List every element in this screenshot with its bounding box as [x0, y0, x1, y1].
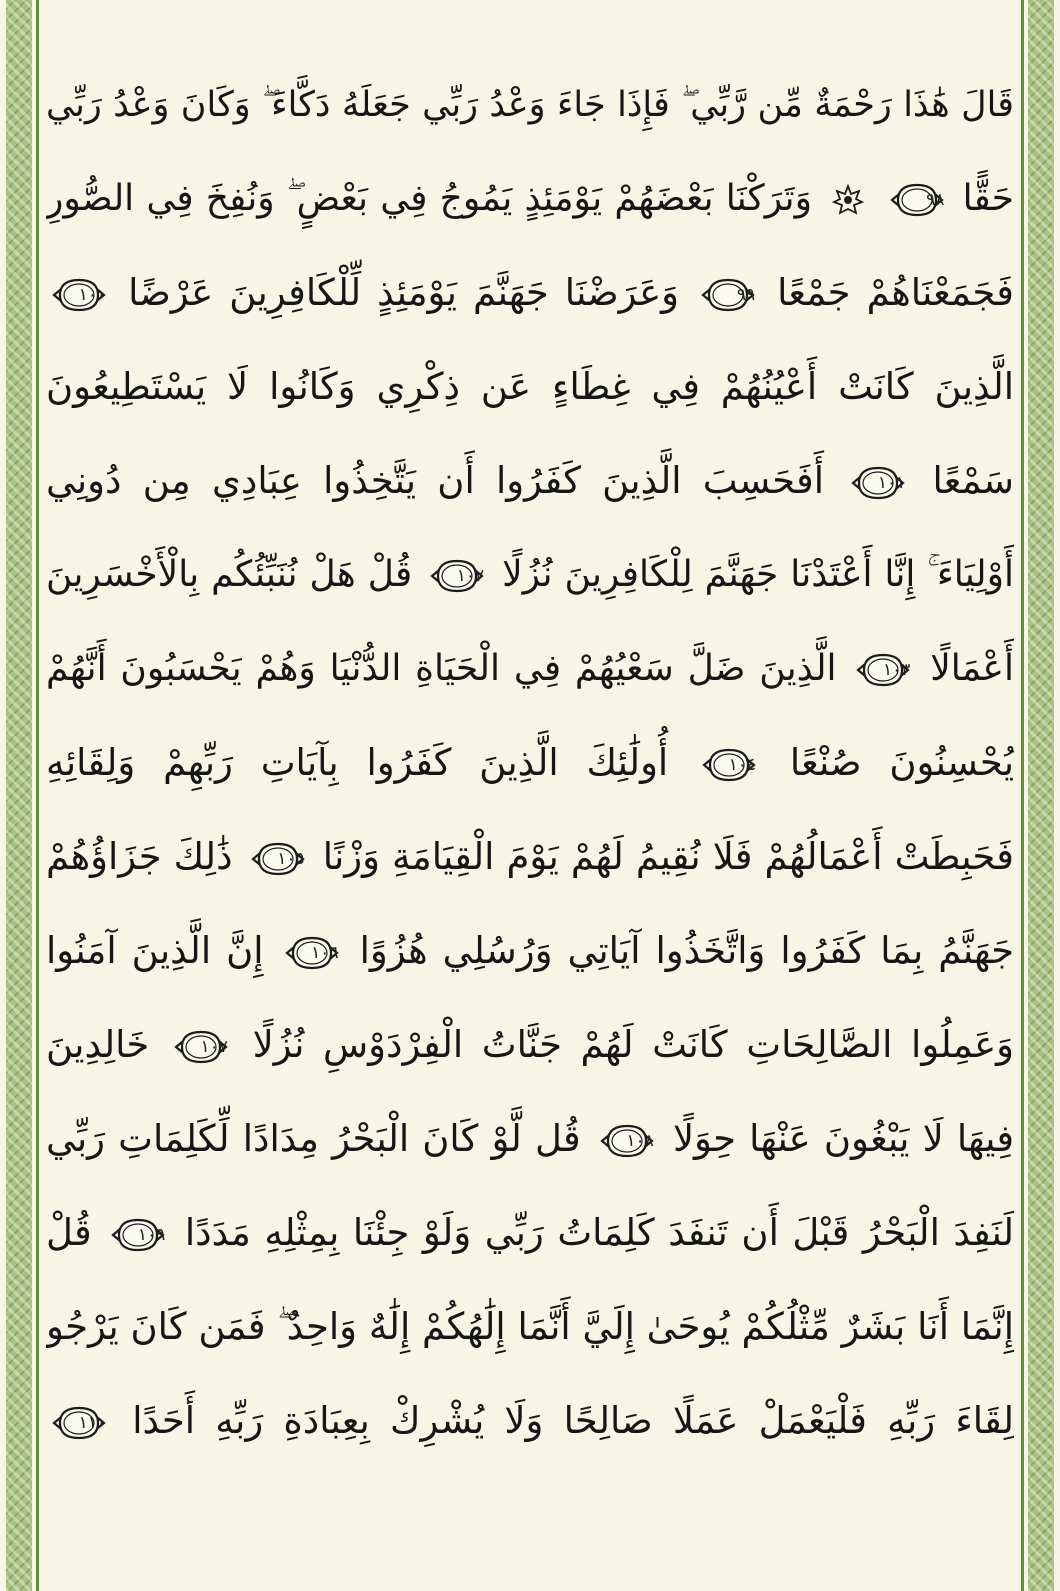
text-line [46, 152, 1014, 246]
ayah-number: ٩٨ [926, 190, 945, 210]
ayah-number: ١٠٥ [277, 848, 305, 869]
verse-text: يُحْسِنُونَ صُنْعًا [789, 741, 1014, 784]
ayah-number-marker [851, 464, 905, 502]
ayah-number-marker [285, 934, 339, 972]
ayah-number-marker [890, 181, 944, 219]
left-frame-line [36, 0, 39, 1591]
text-line [46, 1092, 1014, 1186]
text-line [46, 904, 1014, 998]
verse-text: أَعْمَالًا [930, 648, 1014, 689]
verse-text: فِيهَا لَا يَبْغُونَ عَنْهَا حِوَلًا [672, 1117, 1014, 1160]
verse-text: قُلْ [46, 1211, 92, 1254]
ayah-number-marker [430, 557, 484, 595]
ayah-number-marker [251, 840, 305, 878]
text-line [46, 528, 1014, 622]
verse-text: قُل لَّوْ كَانَ الْبَحْرُ مِدَادًا لِّكَلِمَاتِ رَبِّي [46, 1117, 581, 1160]
ayah-number-marker [52, 1404, 106, 1442]
verse-text: فَحَبِطَتْ أَعْمَالُهُمْ فَلَا نُقِيمُ لَهُمْ يَوْمَ الْقِيَامَةِ وَزْنًا [322, 835, 1014, 878]
text-line [46, 1374, 1014, 1468]
verse-text: الَّذِينَ ضَلَّ سَعْيُهُمْ فِي الْحَيَاةِ الدُّنْيَا وَهُمْ يَحْسَبُونَ أَنَّهُمْ [46, 648, 837, 689]
verse-text: ذَٰلِكَ جَزَاؤُهُمْ [46, 835, 233, 878]
ayah-number: ١٠٣ [882, 660, 911, 680]
verse-text: أَوْلِيَاءَ ۚ إِنَّا أَعْتَدْنَا جَهَنَّمَ لِلْكَافِرِينَ نُزُلًا [502, 554, 1014, 595]
text-line [46, 58, 1014, 152]
verse-text: لِقَاءَ رَبِّهِ فَلْيَعْمَلْ عَمَلًا صَالِحًا وَلَا يُشْرِكْ بِعِبَادَةِ رَبِّهِ أَحَدًا [132, 1399, 1014, 1442]
right-frame-line [1021, 0, 1024, 1591]
ayah-number: ١٠٩ [137, 1224, 166, 1245]
verse-text: قَالَ هَٰذَا رَحْمَةٌ مِّن رَّبِّي ۖ فَإِذَا جَاءَ وَعْدُ رَبِّي جَعَلَهُ دَكَّاءَ ۖ وَكَانَ وَعْدُ رَبِّي [46, 85, 1014, 125]
verse-text: وَعَرَضْنَا جَهَنَّمَ يَوْمَئِذٍ لِّلْكَافِرِينَ عَرْضًا [128, 271, 680, 314]
verse-text: فَجَمَعْنَاهُمْ جَمْعًا [777, 271, 1014, 314]
rub-el-hizb-icon [832, 184, 864, 216]
verse-text: وَعَمِلُوا الصَّالِحَاتِ كَانَتْ لَهُمْ جَنَّاتُ الْفِرْدَوْسِ نُزُلًا [252, 1023, 1014, 1066]
ayah-number-marker [174, 1028, 228, 1066]
text-line [46, 1186, 1014, 1280]
ayah-number-marker [111, 1216, 165, 1254]
verse-text: سَمْعًا [932, 459, 1014, 502]
ayah-number: ٩٩ [736, 284, 756, 305]
text-line [46, 622, 1014, 716]
ayah-number: ١٠٤ [728, 754, 757, 775]
quran-text-area [46, 58, 1014, 1571]
left-border-ornament [6, 0, 32, 1591]
verse-text: إِنَّمَا أَنَا بَشَرٌ مِّثْلُكُمْ يُوحَىٰ إِلَيَّ أَنَّمَا إِلَٰهُكُمْ إِلَٰهٌ وَاحِدٌ ۖ فَمَن كَانَ يَرْجُو [46, 1305, 1014, 1348]
ayah-number: ١٠٦ [311, 942, 339, 963]
text-line [46, 1280, 1014, 1374]
ayah-number: ١٠٢ [456, 566, 485, 586]
verse-text: أَفَحَسِبَ الَّذِينَ كَفَرُوا أَن يَتَّخِذُوا عِبَادِي مِن دُونِي [46, 459, 824, 502]
verse-text: أُولَٰئِكَ الَّذِينَ كَفَرُوا بِآيَاتِ رَبِّهِمْ وَلِقَائِهِ [46, 741, 669, 784]
ayah-number-marker [702, 746, 756, 784]
verse-text: خَالِدِينَ [46, 1023, 150, 1066]
text-line [46, 434, 1014, 528]
verse-text: جَهَنَّمُ بِمَا كَفَرُوا وَاتَّخَذُوا آيَاتِي وَرُسُلِي هُزُوًا [359, 929, 1014, 972]
ayah-number-marker [600, 1122, 654, 1160]
verse-text: لَنَفِدَ الْبَحْرُ قَبْلَ أَن تَنفَدَ كَلِمَاتُ رَبِّي وَلَوْ جِئْنَا بِمِثْلِهِ مَدَدًا [184, 1211, 1014, 1254]
verse-text: وَتَرَكْنَا بَعْضَهُمْ يَوْمَئِذٍ يَمُوجُ فِي بَعْضٍ ۖ وَنُفِخَ فِي الصُّورِ [46, 178, 812, 219]
verse-text: حَقًّا [962, 178, 1014, 219]
verse-text: الَّذِينَ كَانَتْ أَعْيُنُهُمْ فِي غِطَاءٍ عَن ذِكْرِي وَكَانُوا لَا يَسْتَطِيعُونَ [46, 365, 1014, 408]
ayah-number: ١٠٠ [78, 284, 106, 305]
ayah-number: ١٠٧ [200, 1036, 228, 1057]
ayah-number-marker [701, 276, 755, 314]
right-border-ornament [1028, 0, 1054, 1591]
ayah-number: ١٠٨ [626, 1130, 654, 1151]
verse-text: إِنَّ الَّذِينَ آمَنُوا [46, 929, 264, 972]
text-line [46, 810, 1014, 904]
ayah-number-marker [52, 276, 106, 314]
verse-text: قُلْ هَلْ نُنَبِّئُكُم بِالْأَخْسَرِينَ [46, 554, 413, 595]
text-line [46, 340, 1014, 434]
ayah-number: ١١٠ [78, 1412, 106, 1433]
text-line [46, 716, 1014, 810]
ayah-number-marker [856, 651, 910, 689]
text-line [46, 998, 1014, 1092]
ayah-number: ١٠١ [877, 472, 906, 493]
text-line [46, 246, 1014, 340]
